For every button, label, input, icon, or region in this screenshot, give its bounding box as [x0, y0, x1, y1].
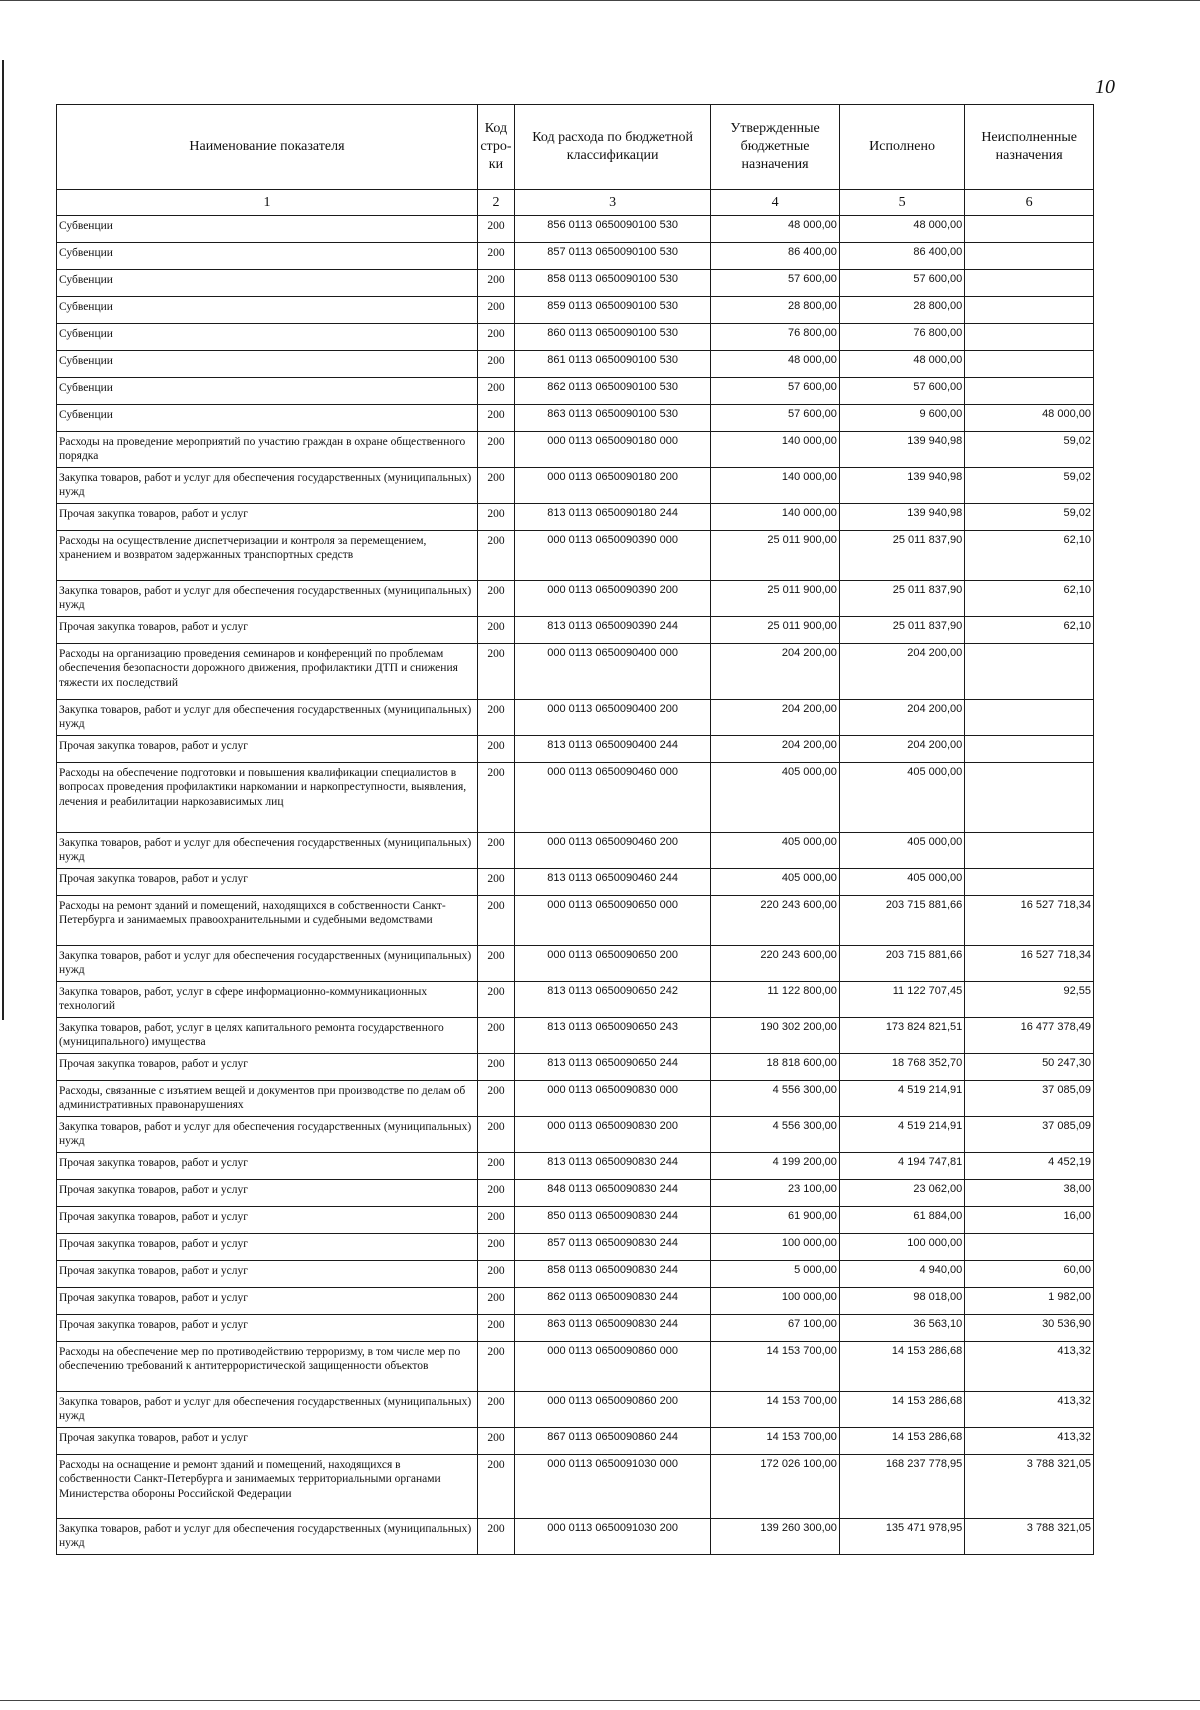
row-name: Прочая закупка товаров, работ и услуг — [57, 617, 478, 644]
row-budget-code: 863 0113 0650090830 244 — [514, 1315, 710, 1342]
row-budget-code: 000 0113 0650090400 000 — [514, 644, 710, 700]
row-budget-code: 813 0113 0650090650 242 — [514, 982, 710, 1018]
row-line-code: 200 — [477, 1081, 514, 1117]
row-name: Субвенции — [57, 270, 478, 297]
row-executed-amount: 204 200,00 — [839, 736, 964, 763]
table-row — [57, 1180, 1094, 1207]
row-executed-amount: 76 800,00 — [839, 324, 964, 351]
row-line-code: 200 — [477, 468, 514, 504]
row-approved-amount: 86 400,00 — [711, 243, 840, 270]
row-name: Расходы на ремонт зданий и помещений, находящихся в собственности Санкт-Петербурга и занимаемых правоохранительными и судебными ведомствами — [57, 896, 478, 946]
row-unexecuted-amount: 62,10 — [965, 617, 1094, 644]
row-approved-amount: 14 153 700,00 — [711, 1428, 840, 1455]
row-line-code: 200 — [477, 270, 514, 297]
row-approved-amount: 25 011 900,00 — [711, 617, 840, 644]
row-executed-amount: 14 153 286,68 — [839, 1428, 964, 1455]
row-name: Субвенции — [57, 351, 478, 378]
header-unexecuted: Неисполненные назначения — [965, 105, 1094, 190]
row-approved-amount: 48 000,00 — [711, 351, 840, 378]
row-unexecuted-amount — [965, 869, 1094, 896]
row-line-code: 200 — [477, 700, 514, 736]
row-unexecuted-amount — [965, 763, 1094, 833]
row-budget-code: 000 0113 0650090460 200 — [514, 833, 710, 869]
row-approved-amount: 220 243 600,00 — [711, 946, 840, 982]
row-name: Закупка товаров, работ и услуг для обеспечения государственных (муниципальных) нужд — [57, 1519, 478, 1555]
table-row — [57, 1054, 1094, 1081]
row-line-code: 200 — [477, 1342, 514, 1392]
row-executed-amount: 405 000,00 — [839, 763, 964, 833]
row-approved-amount: 139 260 300,00 — [711, 1519, 840, 1555]
row-name: Расходы на проведение мероприятий по участию граждан в охране общественного порядка — [57, 432, 478, 468]
table-row — [57, 736, 1094, 763]
row-budget-code: 000 0113 0650091030 200 — [514, 1519, 710, 1555]
row-budget-code: 862 0113 0650090830 244 — [514, 1288, 710, 1315]
row-budget-code: 000 0113 0650090860 000 — [514, 1342, 710, 1392]
row-line-code: 200 — [477, 1234, 514, 1261]
row-unexecuted-amount — [965, 1234, 1094, 1261]
row-name: Закупка товаров, работ и услуг для обеспечения государственных (муниципальных) нужд — [57, 700, 478, 736]
row-approved-amount: 5 000,00 — [711, 1261, 840, 1288]
row-unexecuted-amount: 16 527 718,34 — [965, 946, 1094, 982]
bottom-edge-rule — [0, 1700, 1200, 1701]
row-approved-amount: 4 556 300,00 — [711, 1117, 840, 1153]
row-unexecuted-amount — [965, 324, 1094, 351]
row-unexecuted-amount — [965, 378, 1094, 405]
row-budget-code: 859 0113 0650090100 530 — [514, 297, 710, 324]
table-row — [57, 1207, 1094, 1234]
row-budget-code: 000 0113 0650090390 200 — [514, 581, 710, 617]
row-budget-code: 848 0113 0650090830 244 — [514, 1180, 710, 1207]
header-row-code: Код стро-ки — [477, 105, 514, 190]
row-name: Прочая закупка товаров, работ и услуг — [57, 736, 478, 763]
row-name: Закупка товаров, работ и услуг для обеспечения государственных (муниципальных) нужд — [57, 946, 478, 982]
row-line-code: 200 — [477, 763, 514, 833]
row-budget-code: 858 0113 0650090830 244 — [514, 1261, 710, 1288]
row-budget-code: 000 0113 0650090650 000 — [514, 896, 710, 946]
row-name: Субвенции — [57, 216, 478, 243]
row-line-code: 200 — [477, 297, 514, 324]
header-name: Наименование показателя — [57, 105, 478, 190]
row-line-code: 200 — [477, 531, 514, 581]
row-line-code: 200 — [477, 896, 514, 946]
row-name: Прочая закупка товаров, работ и услуг — [57, 1315, 478, 1342]
row-line-code: 200 — [477, 833, 514, 869]
row-unexecuted-amount — [965, 297, 1094, 324]
row-line-code: 200 — [477, 946, 514, 982]
row-unexecuted-amount — [965, 243, 1094, 270]
row-name: Прочая закупка товаров, работ и услуг — [57, 1054, 478, 1081]
row-line-code: 200 — [477, 1288, 514, 1315]
row-budget-code: 000 0113 0650090860 200 — [514, 1392, 710, 1428]
row-name: Закупка товаров, работ и услуг для обеспечения государственных (муниципальных) нужд — [57, 1392, 478, 1428]
table-row — [57, 869, 1094, 896]
table-row — [57, 1288, 1094, 1315]
row-executed-amount: 57 600,00 — [839, 270, 964, 297]
table-row — [57, 1234, 1094, 1261]
row-executed-amount: 11 122 707,45 — [839, 982, 964, 1018]
table-row — [57, 1342, 1094, 1392]
row-approved-amount: 76 800,00 — [711, 324, 840, 351]
row-line-code: 200 — [477, 324, 514, 351]
row-name: Субвенции — [57, 243, 478, 270]
row-line-code: 200 — [477, 243, 514, 270]
row-name: Расходы на организацию проведения семинаров и конференций по проблемам обеспечения безопасности дорожного движения, профилактики ДТП и снижения тяжести их последствий — [57, 644, 478, 700]
row-name: Закупка товаров, работ и услуг для обеспечения государственных (муниципальных) нужд — [57, 468, 478, 504]
row-line-code: 200 — [477, 216, 514, 243]
row-approved-amount: 140 000,00 — [711, 432, 840, 468]
row-approved-amount: 57 600,00 — [711, 405, 840, 432]
row-executed-amount: 18 768 352,70 — [839, 1054, 964, 1081]
table-row — [57, 1261, 1094, 1288]
row-executed-amount: 204 200,00 — [839, 644, 964, 700]
row-name: Субвенции — [57, 324, 478, 351]
row-line-code: 200 — [477, 405, 514, 432]
row-line-code: 200 — [477, 869, 514, 896]
row-line-code: 200 — [477, 982, 514, 1018]
row-approved-amount: 61 900,00 — [711, 1207, 840, 1234]
row-line-code: 200 — [477, 736, 514, 763]
table-row — [57, 216, 1094, 243]
row-name: Прочая закупка товаров, работ и услуг — [57, 1234, 478, 1261]
row-name: Прочая закупка товаров, работ и услуг — [57, 1261, 478, 1288]
row-budget-code: 856 0113 0650090100 530 — [514, 216, 710, 243]
row-executed-amount: 25 011 837,90 — [839, 617, 964, 644]
row-name: Закупка товаров, работ и услуг для обеспечения государственных (муниципальных) нужд — [57, 581, 478, 617]
table-row — [57, 243, 1094, 270]
row-approved-amount: 140 000,00 — [711, 504, 840, 531]
row-unexecuted-amount: 1 982,00 — [965, 1288, 1094, 1315]
row-line-code: 200 — [477, 1153, 514, 1180]
row-budget-code: 813 0113 0650090650 243 — [514, 1018, 710, 1054]
row-unexecuted-amount: 38,00 — [965, 1180, 1094, 1207]
table-row — [57, 581, 1094, 617]
row-unexecuted-amount — [965, 351, 1094, 378]
row-approved-amount: 172 026 100,00 — [711, 1455, 840, 1519]
row-approved-amount: 67 100,00 — [711, 1315, 840, 1342]
row-unexecuted-amount — [965, 833, 1094, 869]
row-executed-amount: 139 940,98 — [839, 432, 964, 468]
row-executed-amount: 57 600,00 — [839, 378, 964, 405]
column-number: 1 — [57, 190, 478, 216]
row-line-code: 200 — [477, 581, 514, 617]
row-budget-code: 813 0113 0650090400 244 — [514, 736, 710, 763]
row-approved-amount: 405 000,00 — [711, 763, 840, 833]
scan-edge-mark — [2, 60, 4, 1020]
row-budget-code: 000 0113 0650090830 000 — [514, 1081, 710, 1117]
table-row — [57, 1153, 1094, 1180]
table-row — [57, 405, 1094, 432]
row-unexecuted-amount — [965, 644, 1094, 700]
row-unexecuted-amount: 16 527 718,34 — [965, 896, 1094, 946]
row-unexecuted-amount: 50 247,30 — [965, 1054, 1094, 1081]
table-row — [57, 763, 1094, 833]
row-approved-amount: 220 243 600,00 — [711, 896, 840, 946]
row-executed-amount: 61 884,00 — [839, 1207, 964, 1234]
row-budget-code: 857 0113 0650090100 530 — [514, 243, 710, 270]
header-executed: Исполнено — [839, 105, 964, 190]
row-line-code: 200 — [477, 504, 514, 531]
row-unexecuted-amount: 59,02 — [965, 468, 1094, 504]
row-name: Закупка товаров, работ, услуг в сфере информационно-коммуникационных технологий — [57, 982, 478, 1018]
row-executed-amount: 48 000,00 — [839, 216, 964, 243]
row-unexecuted-amount: 3 788 321,05 — [965, 1519, 1094, 1555]
row-executed-amount: 98 018,00 — [839, 1288, 964, 1315]
table-row — [57, 1018, 1094, 1054]
row-name: Расходы на обеспечение подготовки и повышения квалификации специалистов в вопросах проведения профилактики наркомании и наркопреступности, выявления, лечения и реабилитации наркозависимых лиц — [57, 763, 478, 833]
row-name: Расходы, связанные с изъятием вещей и документов при производстве по делам об административных правонарушениях — [57, 1081, 478, 1117]
row-name: Закупка товаров, работ, услуг в целях капитального ремонта государственного (муниципального) имущества — [57, 1018, 478, 1054]
top-edge-rule — [0, 0, 1200, 1]
row-name: Субвенции — [57, 378, 478, 405]
table-row — [57, 833, 1094, 869]
row-approved-amount: 100 000,00 — [711, 1288, 840, 1315]
row-approved-amount: 100 000,00 — [711, 1234, 840, 1261]
row-line-code: 200 — [477, 1428, 514, 1455]
table-row — [57, 1315, 1094, 1342]
table-row — [57, 468, 1094, 504]
column-number: 3 — [514, 190, 710, 216]
row-line-code: 200 — [477, 617, 514, 644]
row-budget-code: 813 0113 0650090460 244 — [514, 869, 710, 896]
row-approved-amount: 4 556 300,00 — [711, 1081, 840, 1117]
row-name: Субвенции — [57, 405, 478, 432]
row-executed-amount: 36 563,10 — [839, 1315, 964, 1342]
table-row — [57, 1117, 1094, 1153]
table-header-row — [57, 105, 1094, 190]
row-budget-code: 857 0113 0650090830 244 — [514, 1234, 710, 1261]
row-unexecuted-amount: 16,00 — [965, 1207, 1094, 1234]
column-number: 2 — [477, 190, 514, 216]
row-unexecuted-amount: 16 477 378,49 — [965, 1018, 1094, 1054]
row-unexecuted-amount — [965, 270, 1094, 297]
row-executed-amount: 173 824 821,51 — [839, 1018, 964, 1054]
table-row — [57, 351, 1094, 378]
row-name: Расходы на оснащение и ремонт зданий и помещений, находящихся в собственности Санкт-Петербурга и занимаемых территориальными органами Министерства обороны Российской Федерации — [57, 1455, 478, 1519]
row-executed-amount: 135 471 978,95 — [839, 1519, 964, 1555]
row-name: Прочая закупка товаров, работ и услуг — [57, 1288, 478, 1315]
table-body — [57, 216, 1094, 1555]
table-row — [57, 432, 1094, 468]
row-budget-code: 867 0113 0650090860 244 — [514, 1428, 710, 1455]
row-approved-amount: 405 000,00 — [711, 833, 840, 869]
row-approved-amount: 14 153 700,00 — [711, 1392, 840, 1428]
row-executed-amount: 204 200,00 — [839, 700, 964, 736]
row-budget-code: 850 0113 0650090830 244 — [514, 1207, 710, 1234]
row-executed-amount: 203 715 881,66 — [839, 896, 964, 946]
row-line-code: 200 — [477, 1018, 514, 1054]
row-name: Расходы на осуществление диспетчеризации и контроля за перемещением, хранением и возвратом задержанных транспортных средств — [57, 531, 478, 581]
row-unexecuted-amount — [965, 736, 1094, 763]
column-number: 4 — [711, 190, 840, 216]
row-approved-amount: 204 200,00 — [711, 736, 840, 763]
column-number-row — [57, 190, 1094, 216]
row-unexecuted-amount: 30 536,90 — [965, 1315, 1094, 1342]
header-budget-code: Код расхода по бюджетной классификации — [514, 105, 710, 190]
row-approved-amount: 57 600,00 — [711, 270, 840, 297]
row-line-code: 200 — [477, 644, 514, 700]
row-unexecuted-amount: 59,02 — [965, 432, 1094, 468]
row-name: Прочая закупка товаров, работ и услуг — [57, 1428, 478, 1455]
row-budget-code: 813 0113 0650090390 244 — [514, 617, 710, 644]
row-budget-code: 000 0113 0650090460 000 — [514, 763, 710, 833]
row-unexecuted-amount: 37 085,09 — [965, 1117, 1094, 1153]
row-name: Закупка товаров, работ и услуг для обеспечения государственных (муниципальных) нужд — [57, 833, 478, 869]
row-line-code: 200 — [477, 1315, 514, 1342]
row-budget-code: 813 0113 0650090650 244 — [514, 1054, 710, 1081]
row-executed-amount: 168 237 778,95 — [839, 1455, 964, 1519]
row-unexecuted-amount — [965, 216, 1094, 243]
row-budget-code: 000 0113 0650090830 200 — [514, 1117, 710, 1153]
row-unexecuted-amount: 59,02 — [965, 504, 1094, 531]
row-budget-code: 861 0113 0650090100 530 — [514, 351, 710, 378]
row-unexecuted-amount — [965, 700, 1094, 736]
row-executed-amount: 4 519 214,91 — [839, 1117, 964, 1153]
row-line-code: 200 — [477, 1519, 514, 1555]
table-row — [57, 982, 1094, 1018]
row-executed-amount: 4 940,00 — [839, 1261, 964, 1288]
row-line-code: 200 — [477, 378, 514, 405]
row-approved-amount: 14 153 700,00 — [711, 1342, 840, 1392]
row-line-code: 200 — [477, 1180, 514, 1207]
row-executed-amount: 14 153 286,68 — [839, 1342, 964, 1392]
row-unexecuted-amount: 413,32 — [965, 1392, 1094, 1428]
row-executed-amount: 86 400,00 — [839, 243, 964, 270]
table-row — [57, 644, 1094, 700]
row-approved-amount: 204 200,00 — [711, 700, 840, 736]
row-budget-code: 000 0113 0650090180 000 — [514, 432, 710, 468]
row-approved-amount: 23 100,00 — [711, 1180, 840, 1207]
row-approved-amount: 405 000,00 — [711, 869, 840, 896]
row-unexecuted-amount: 62,10 — [965, 531, 1094, 581]
row-budget-code: 860 0113 0650090100 530 — [514, 324, 710, 351]
column-number: 6 — [965, 190, 1094, 216]
row-approved-amount: 11 122 800,00 — [711, 982, 840, 1018]
column-number: 5 — [839, 190, 964, 216]
row-executed-amount: 25 011 837,90 — [839, 531, 964, 581]
row-unexecuted-amount: 3 788 321,05 — [965, 1455, 1094, 1519]
row-approved-amount: 25 011 900,00 — [711, 531, 840, 581]
row-approved-amount: 204 200,00 — [711, 644, 840, 700]
row-executed-amount: 23 062,00 — [839, 1180, 964, 1207]
row-approved-amount: 57 600,00 — [711, 378, 840, 405]
row-budget-code: 813 0113 0650090180 244 — [514, 504, 710, 531]
table-row — [57, 1428, 1094, 1455]
table-row — [57, 1081, 1094, 1117]
row-name: Расходы на обеспечение мер по противодействию терроризму, в том числе мер по обеспечению требований к антитеррористической защищенности объектов — [57, 1342, 478, 1392]
row-line-code: 200 — [477, 351, 514, 378]
row-executed-amount: 9 600,00 — [839, 405, 964, 432]
row-approved-amount: 190 302 200,00 — [711, 1018, 840, 1054]
row-approved-amount: 28 800,00 — [711, 297, 840, 324]
row-budget-code: 000 0113 0650090390 000 — [514, 531, 710, 581]
row-approved-amount: 18 818 600,00 — [711, 1054, 840, 1081]
row-executed-amount: 405 000,00 — [839, 833, 964, 869]
row-budget-code: 813 0113 0650090830 244 — [514, 1153, 710, 1180]
table-row — [57, 270, 1094, 297]
table-row — [57, 1519, 1094, 1555]
row-executed-amount: 203 715 881,66 — [839, 946, 964, 982]
row-name: Прочая закупка товаров, работ и услуг — [57, 869, 478, 896]
row-approved-amount: 140 000,00 — [711, 468, 840, 504]
row-budget-code: 858 0113 0650090100 530 — [514, 270, 710, 297]
row-budget-code: 000 0113 0650090180 200 — [514, 468, 710, 504]
table-row — [57, 1392, 1094, 1428]
row-line-code: 200 — [477, 1117, 514, 1153]
row-line-code: 200 — [477, 1392, 514, 1428]
row-name: Субвенции — [57, 297, 478, 324]
row-unexecuted-amount: 4 452,19 — [965, 1153, 1094, 1180]
row-name: Прочая закупка товаров, работ и услуг — [57, 1153, 478, 1180]
row-unexecuted-amount: 92,55 — [965, 982, 1094, 1018]
row-name: Прочая закупка товаров, работ и услуг — [57, 1207, 478, 1234]
row-approved-amount: 4 199 200,00 — [711, 1153, 840, 1180]
row-name: Прочая закупка товаров, работ и услуг — [57, 1180, 478, 1207]
page-number: 10 — [1095, 76, 1115, 98]
row-executed-amount: 28 800,00 — [839, 297, 964, 324]
row-executed-amount: 405 000,00 — [839, 869, 964, 896]
row-unexecuted-amount: 413,32 — [965, 1428, 1094, 1455]
row-line-code: 200 — [477, 1054, 514, 1081]
table-row — [57, 946, 1094, 982]
row-executed-amount: 139 940,98 — [839, 504, 964, 531]
row-executed-amount: 25 011 837,90 — [839, 581, 964, 617]
table-row — [57, 700, 1094, 736]
row-budget-code: 863 0113 0650090100 530 — [514, 405, 710, 432]
row-budget-code: 862 0113 0650090100 530 — [514, 378, 710, 405]
row-approved-amount: 25 011 900,00 — [711, 581, 840, 617]
row-name: Прочая закупка товаров, работ и услуг — [57, 504, 478, 531]
budget-execution-table — [56, 104, 1094, 1555]
row-unexecuted-amount: 60,00 — [965, 1261, 1094, 1288]
table-row — [57, 324, 1094, 351]
row-executed-amount: 139 940,98 — [839, 468, 964, 504]
row-budget-code: 000 0113 0650090650 200 — [514, 946, 710, 982]
table-row — [57, 531, 1094, 581]
table-row — [57, 896, 1094, 946]
row-budget-code: 000 0113 0650091030 000 — [514, 1455, 710, 1519]
row-line-code: 200 — [477, 1261, 514, 1288]
row-line-code: 200 — [477, 432, 514, 468]
row-executed-amount: 4 519 214,91 — [839, 1081, 964, 1117]
row-executed-amount: 48 000,00 — [839, 351, 964, 378]
row-executed-amount: 4 194 747,81 — [839, 1153, 964, 1180]
row-line-code: 200 — [477, 1455, 514, 1519]
table-row — [57, 378, 1094, 405]
header-approved: Утвержденные бюджетные назначения — [711, 105, 840, 190]
row-executed-amount: 100 000,00 — [839, 1234, 964, 1261]
row-approved-amount: 48 000,00 — [711, 216, 840, 243]
row-unexecuted-amount: 48 000,00 — [965, 405, 1094, 432]
table-row — [57, 504, 1094, 531]
row-line-code: 200 — [477, 1207, 514, 1234]
table-row — [57, 617, 1094, 644]
row-unexecuted-amount: 413,32 — [965, 1342, 1094, 1392]
row-unexecuted-amount: 37 085,09 — [965, 1081, 1094, 1117]
row-unexecuted-amount: 62,10 — [965, 581, 1094, 617]
table-row — [57, 1455, 1094, 1519]
row-executed-amount: 14 153 286,68 — [839, 1392, 964, 1428]
row-budget-code: 000 0113 0650090400 200 — [514, 700, 710, 736]
table-row — [57, 297, 1094, 324]
row-name: Закупка товаров, работ и услуг для обеспечения государственных (муниципальных) нужд — [57, 1117, 478, 1153]
